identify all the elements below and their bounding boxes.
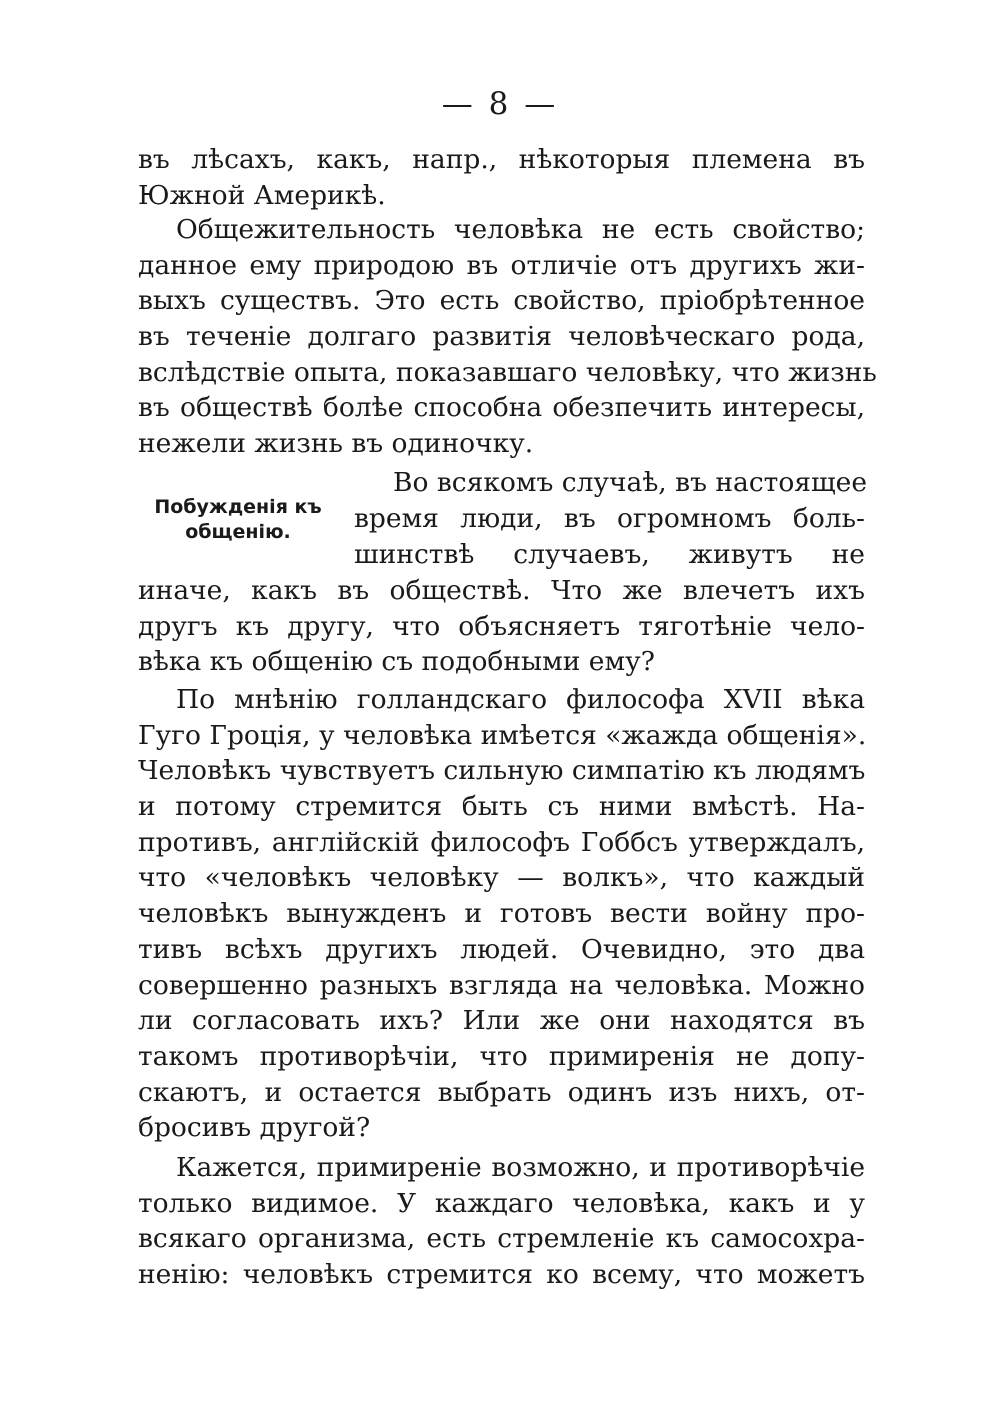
marginal-heading-line: Побужденія къ (154, 496, 322, 518)
marginal-heading (138, 495, 338, 545)
text-line: вслѣдствіе опыта, показавшаго человѣку, что жизнь (138, 356, 877, 388)
paragraph-motives (138, 573, 865, 680)
marginal-heading-line: общенію. (185, 521, 291, 543)
text-line: нежели жизнь въ одиночку. (138, 428, 534, 460)
text-line: человѣкъ вынужденъ и готовъ вести войну про- (138, 898, 865, 930)
text-line: данное ему природою въ отличіе отъ другихъ жи- (138, 249, 865, 281)
text-line: только видимое. У каждаго человѣка, какъ и у (138, 1187, 865, 1219)
paragraph-continuation (138, 142, 865, 213)
paragraph-grotius-hobbes (138, 682, 865, 1146)
text-line: другъ къ другу, что объясняетъ тяготѣніе чело- (138, 610, 865, 642)
text-line: скаютъ, и остается выбрать одинъ изъ нихъ, от- (138, 1076, 865, 1108)
text-line: шинствѣ случаевъ, живутъ не (354, 539, 865, 570)
text-line: вѣка къ общенію съ подобными ему? (138, 646, 655, 678)
text-line: Во всякомъ случаѣ, въ настоящее (393, 467, 867, 498)
text-line: и потому стремится быть съ ними вмѣстѣ. На- (138, 791, 865, 823)
text-line: Общежительность человѣка не есть свойство; (176, 214, 865, 245)
text-line: тивъ всѣхъ другихъ людей. Очевидно, это два (138, 933, 865, 965)
text-line: ненію: человѣкъ стремится ко всему, что можетъ (138, 1259, 865, 1291)
text-line: иначе, какъ въ обществѣ. Что же влечетъ ихъ (138, 575, 865, 606)
text-line: ли согласовать ихъ? Или же они находятся въ (138, 1005, 865, 1037)
text-line: въ лѣсахъ, какъ, напр., нѣкоторыя племена въ (138, 144, 865, 175)
text-line: По мнѣнію голландскаго философа XVII вѣка (176, 684, 865, 715)
text-line: время люди, въ огромномъ боль- (354, 503, 865, 534)
text-line: такомъ противорѣчіи, что примиренія не допу- (138, 1040, 865, 1072)
text-line: въ обществѣ болѣе способна обезпечить интересы, (138, 392, 865, 424)
text-line: всякаго организма, есть стремленіе къ самосохра- (138, 1223, 865, 1255)
text-line: бросивъ другой? (138, 1112, 371, 1144)
text-line: Человѣкъ чувствуетъ сильную симпатію къ людямъ (138, 755, 866, 787)
paragraph-reconciliation (138, 1150, 865, 1293)
text-line: совершенно разныхъ взгляда на человѣка. Можно (138, 969, 865, 1001)
text-line: Южной Америкѣ. (138, 179, 386, 211)
text-line: что «человѣкъ человѣку — волкъ», что каждый (138, 862, 865, 894)
text-line: выхъ существъ. Это есть свойство, пріобрѣтенное (138, 285, 865, 317)
paragraph-sociability (138, 212, 877, 462)
text-line: Кажется, примиреніе возможно, и противорѣчіе (176, 1152, 865, 1183)
text-line: Гуго Гроція, у человѣка имѣется «жажда общенія». (138, 719, 867, 751)
text-line: въ теченіе долгаго развитія человѣческаго рода, (138, 321, 865, 353)
text-line: противъ, англійскій философъ Гоббсъ утверждалъ, (138, 826, 865, 858)
page-number: — 8 — (441, 86, 559, 122)
